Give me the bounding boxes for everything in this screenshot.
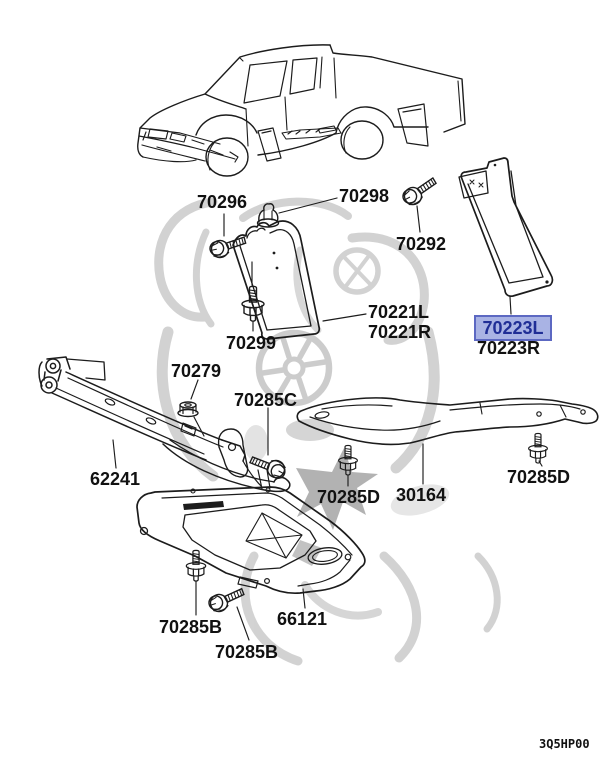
part-label-70292: 70292: [396, 234, 447, 254]
leader-lines: [113, 198, 542, 640]
part-label-70299: 70299: [226, 333, 277, 353]
part-label-70285b-left: 70285B: [159, 617, 223, 637]
part-label-30164: 30164: [396, 485, 447, 505]
hex-bolt-70292: [400, 176, 440, 208]
part-label-70298: 70298: [339, 186, 390, 206]
part-label-66121: 66121: [277, 609, 328, 629]
hex-bolt-70296: [209, 235, 248, 259]
part-label-70221l: 70221L: [368, 302, 430, 322]
mud-flap-70221-drawing: [233, 221, 319, 339]
part-label-62241: 62241: [90, 469, 141, 489]
part-label-70285d-left: 70285D: [317, 487, 381, 507]
nut-70279: [178, 402, 198, 417]
stud-bolt-70285b-left: [186, 550, 205, 581]
diagram-code: 3Q5HP00: [539, 737, 590, 751]
watermark-graphic: [159, 202, 498, 661]
part-label-70223r: 70223R: [477, 338, 541, 358]
part-label-70285c: 70285C: [234, 390, 298, 410]
part-label-70221r: 70221R: [368, 322, 432, 342]
panel-30164-drawing: [297, 398, 597, 444]
mud-flap-70223-drawing: [459, 158, 552, 296]
part-label-70285d-right: 70285D: [507, 467, 571, 487]
stud-bolt-70285d-right: [529, 433, 548, 463]
part-label-70223l-selected: 70223L: [474, 315, 552, 341]
part-label-70279: 70279: [171, 361, 222, 381]
part-label-70285b-bottom: 70285B: [215, 642, 279, 662]
part-label-70296: 70296: [197, 192, 248, 212]
truck-illustration: [138, 45, 465, 176]
